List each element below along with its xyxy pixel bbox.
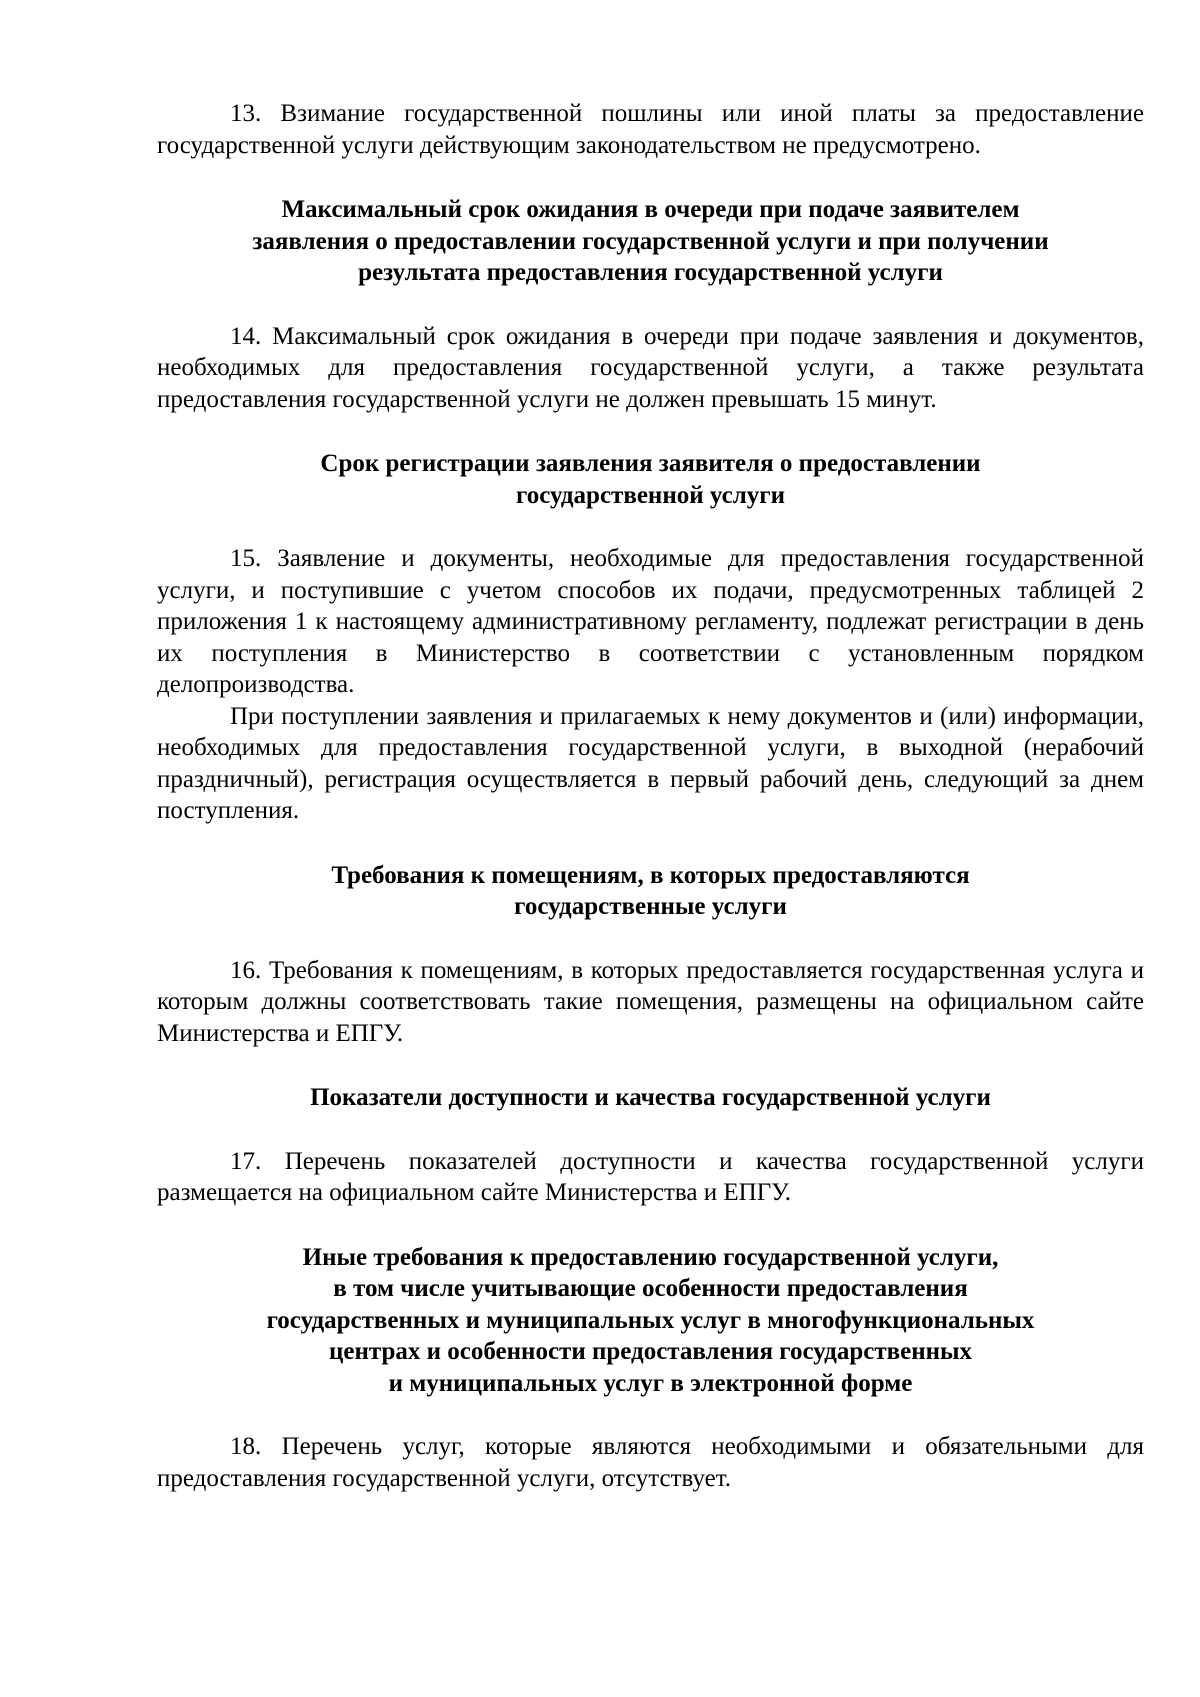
- heading-registration: [157, 448, 1144, 511]
- paragraph-17: 17. Перечень показателей доступности и качества государственной услуги размещается на официальном сайте Министерства и ЕПГУ.: [157, 1147, 1144, 1206]
- heading-line: государственные услуги: [514, 893, 787, 920]
- paragraph-13: 13. Взимание государственной пошлины или иной платы за предоставление государственной услуги действующим законодательством не предусмотрено.: [157, 100, 1144, 159]
- heading-other-requirements: [157, 1242, 1144, 1400]
- heading-line: в том числе учитывающие особенности предоставления: [333, 1275, 968, 1302]
- heading-line: результата предоставления государственной услуги: [358, 259, 943, 286]
- heading-line: Требования к помещениям, в которых предоставляются: [331, 861, 970, 889]
- paragraph-14: 14. Максимальный срок ожидания в очереди при подаче заявления и документов, необходимых для предоставления государственной услуги, а также результата предоставления государственной услуги не должен превышать 15 минут.: [157, 322, 1144, 413]
- heading-line: заявления о предоставлении государственной услуги и при получении: [252, 227, 1049, 255]
- heading-line: Иные требования к предоставлению государственной услуги,: [302, 1243, 999, 1271]
- paragraph-15-cont: При поступлении заявления и прилагаемых к нему документов и (или) информации, необходимых для предоставления государственной услуги, в выходной (нерабочий праздничный), регистрация осуществляется в первый рабочий день, следующий за днем поступления.: [157, 702, 1144, 824]
- paragraph-15: 15. Заявление и документы, необходимые для предоставления государственной услуги, и поступившие с учетом способов их подачи, предусмотренных таблицей 2 приложения 1 к настоящему административному регламенту, подлежат регистрации в день их поступления в Министерство в соответствии с установленным порядком делопроизводства.: [157, 545, 1144, 698]
- heading-line: Срок регистрации заявления заявителя о предоставлении: [320, 450, 981, 477]
- heading-line: Максимальный срок ожидания в очереди при подаче заявителем: [281, 196, 1020, 223]
- heading-premises: [157, 860, 1144, 923]
- paragraph-18: 18. Перечень услуг, которые являются необходимыми и обязательными для предоставления государственной услуги, отсутствует.: [157, 1433, 1144, 1492]
- heading-line: государственной услуги: [515, 481, 786, 509]
- paragraph-16: 16. Требования к помещениям, в которых предоставляется государственная услуга и которым должны соответствовать такие помещения, размещены на официальном сайте Министерства и ЕПГУ.: [157, 956, 1144, 1047]
- heading-indicators: [157, 1082, 1144, 1114]
- heading-line: центрах и особенности предоставления государственных: [328, 1338, 973, 1365]
- heading-line: государственных и муниципальных услуг в многофункциональных: [266, 1306, 1035, 1334]
- heading-line: Показатели доступности и качества государственной услуги: [310, 1084, 991, 1111]
- heading-line: и муниципальных услуг в электронной форме: [388, 1369, 913, 1397]
- heading-queue-time: [157, 194, 1144, 289]
